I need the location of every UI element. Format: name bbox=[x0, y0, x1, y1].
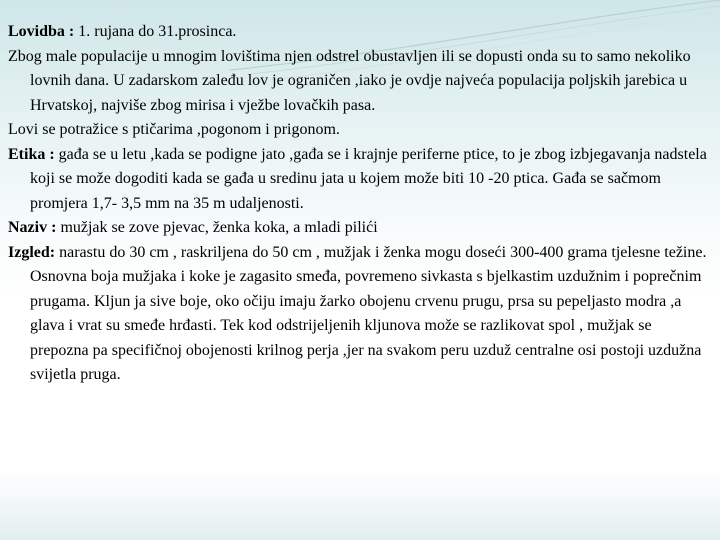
label-etika: Etika : bbox=[8, 145, 55, 163]
text-nacin-lova: Lovi se potražice s ptičarima ,pogonom i prigonom. bbox=[8, 121, 340, 138]
label-naziv: Naziv : bbox=[8, 219, 57, 236]
label-izgled: Izgled: bbox=[8, 243, 56, 261]
slide-background-bottom bbox=[0, 470, 720, 540]
text-naziv: mužjak se zove pjevac, ženka koka, a mladi pilići bbox=[56, 219, 378, 236]
text-etika: gađa se u letu ,kada se podigne jato ,gađa se i krajnje periferne ptice, to je zbog izbjegavanja nadstela koji se može dogoditi kada se gađa u sredinu jata u kojem može biti 10 -20 ptica. Gađa se sačmom promjera 1,7- 3,5 mm na 35 m udaljenosti. bbox=[30, 145, 707, 212]
text-lovidba: 1. rujana do 31.prosinca. bbox=[74, 23, 237, 40]
text-populacija: Zbog male populacije u mnogim lovištima njen odstrel obustavljen ili se dopusti onda su to samo nekoliko lovnih dana. U zadarskom zaleđu lov je ograničen ,iako je ovdje najveća populacija poljskih jarebica u Hrvatskoj, najviše zbog mirisa i vježbe lovačkih pasa. bbox=[8, 47, 691, 114]
slide-text-body bbox=[8, 20, 708, 388]
paragraph-naziv bbox=[8, 216, 708, 241]
paragraph-lovidba bbox=[8, 20, 708, 45]
paragraph-nacin-lova bbox=[8, 118, 708, 143]
text-izgled: narastu do 30 cm , raskriljena do 50 cm , mužjak i ženka mogu doseći 300-400 grama tjelesne težine. Osnovna boja mužjaka i koke je zagasito smeđa, povremeno sivkasta s bjelkastim uzdužnim i poprečnim prugama. Kljun ja sive boje, oko očiju imaju žarko obojenu crvenu prugu, prsa su pepeljasto modra ,a glava i vrat su smeđe hrđasti. Tek kod odstrijeljenih kljunova može se razlikovat spol , mužjak se prepozna pa specifičnoj obojenosti krilnog perja ,jer na svakom peru uzduž centralne osi postoji uzdužna svijetla pruga. bbox=[30, 243, 707, 383]
paragraph-etika bbox=[8, 143, 708, 217]
paragraph-izgled bbox=[8, 241, 708, 388]
label-lovidba: Lovidba : bbox=[8, 23, 75, 40]
paragraph-populacija bbox=[8, 45, 708, 119]
